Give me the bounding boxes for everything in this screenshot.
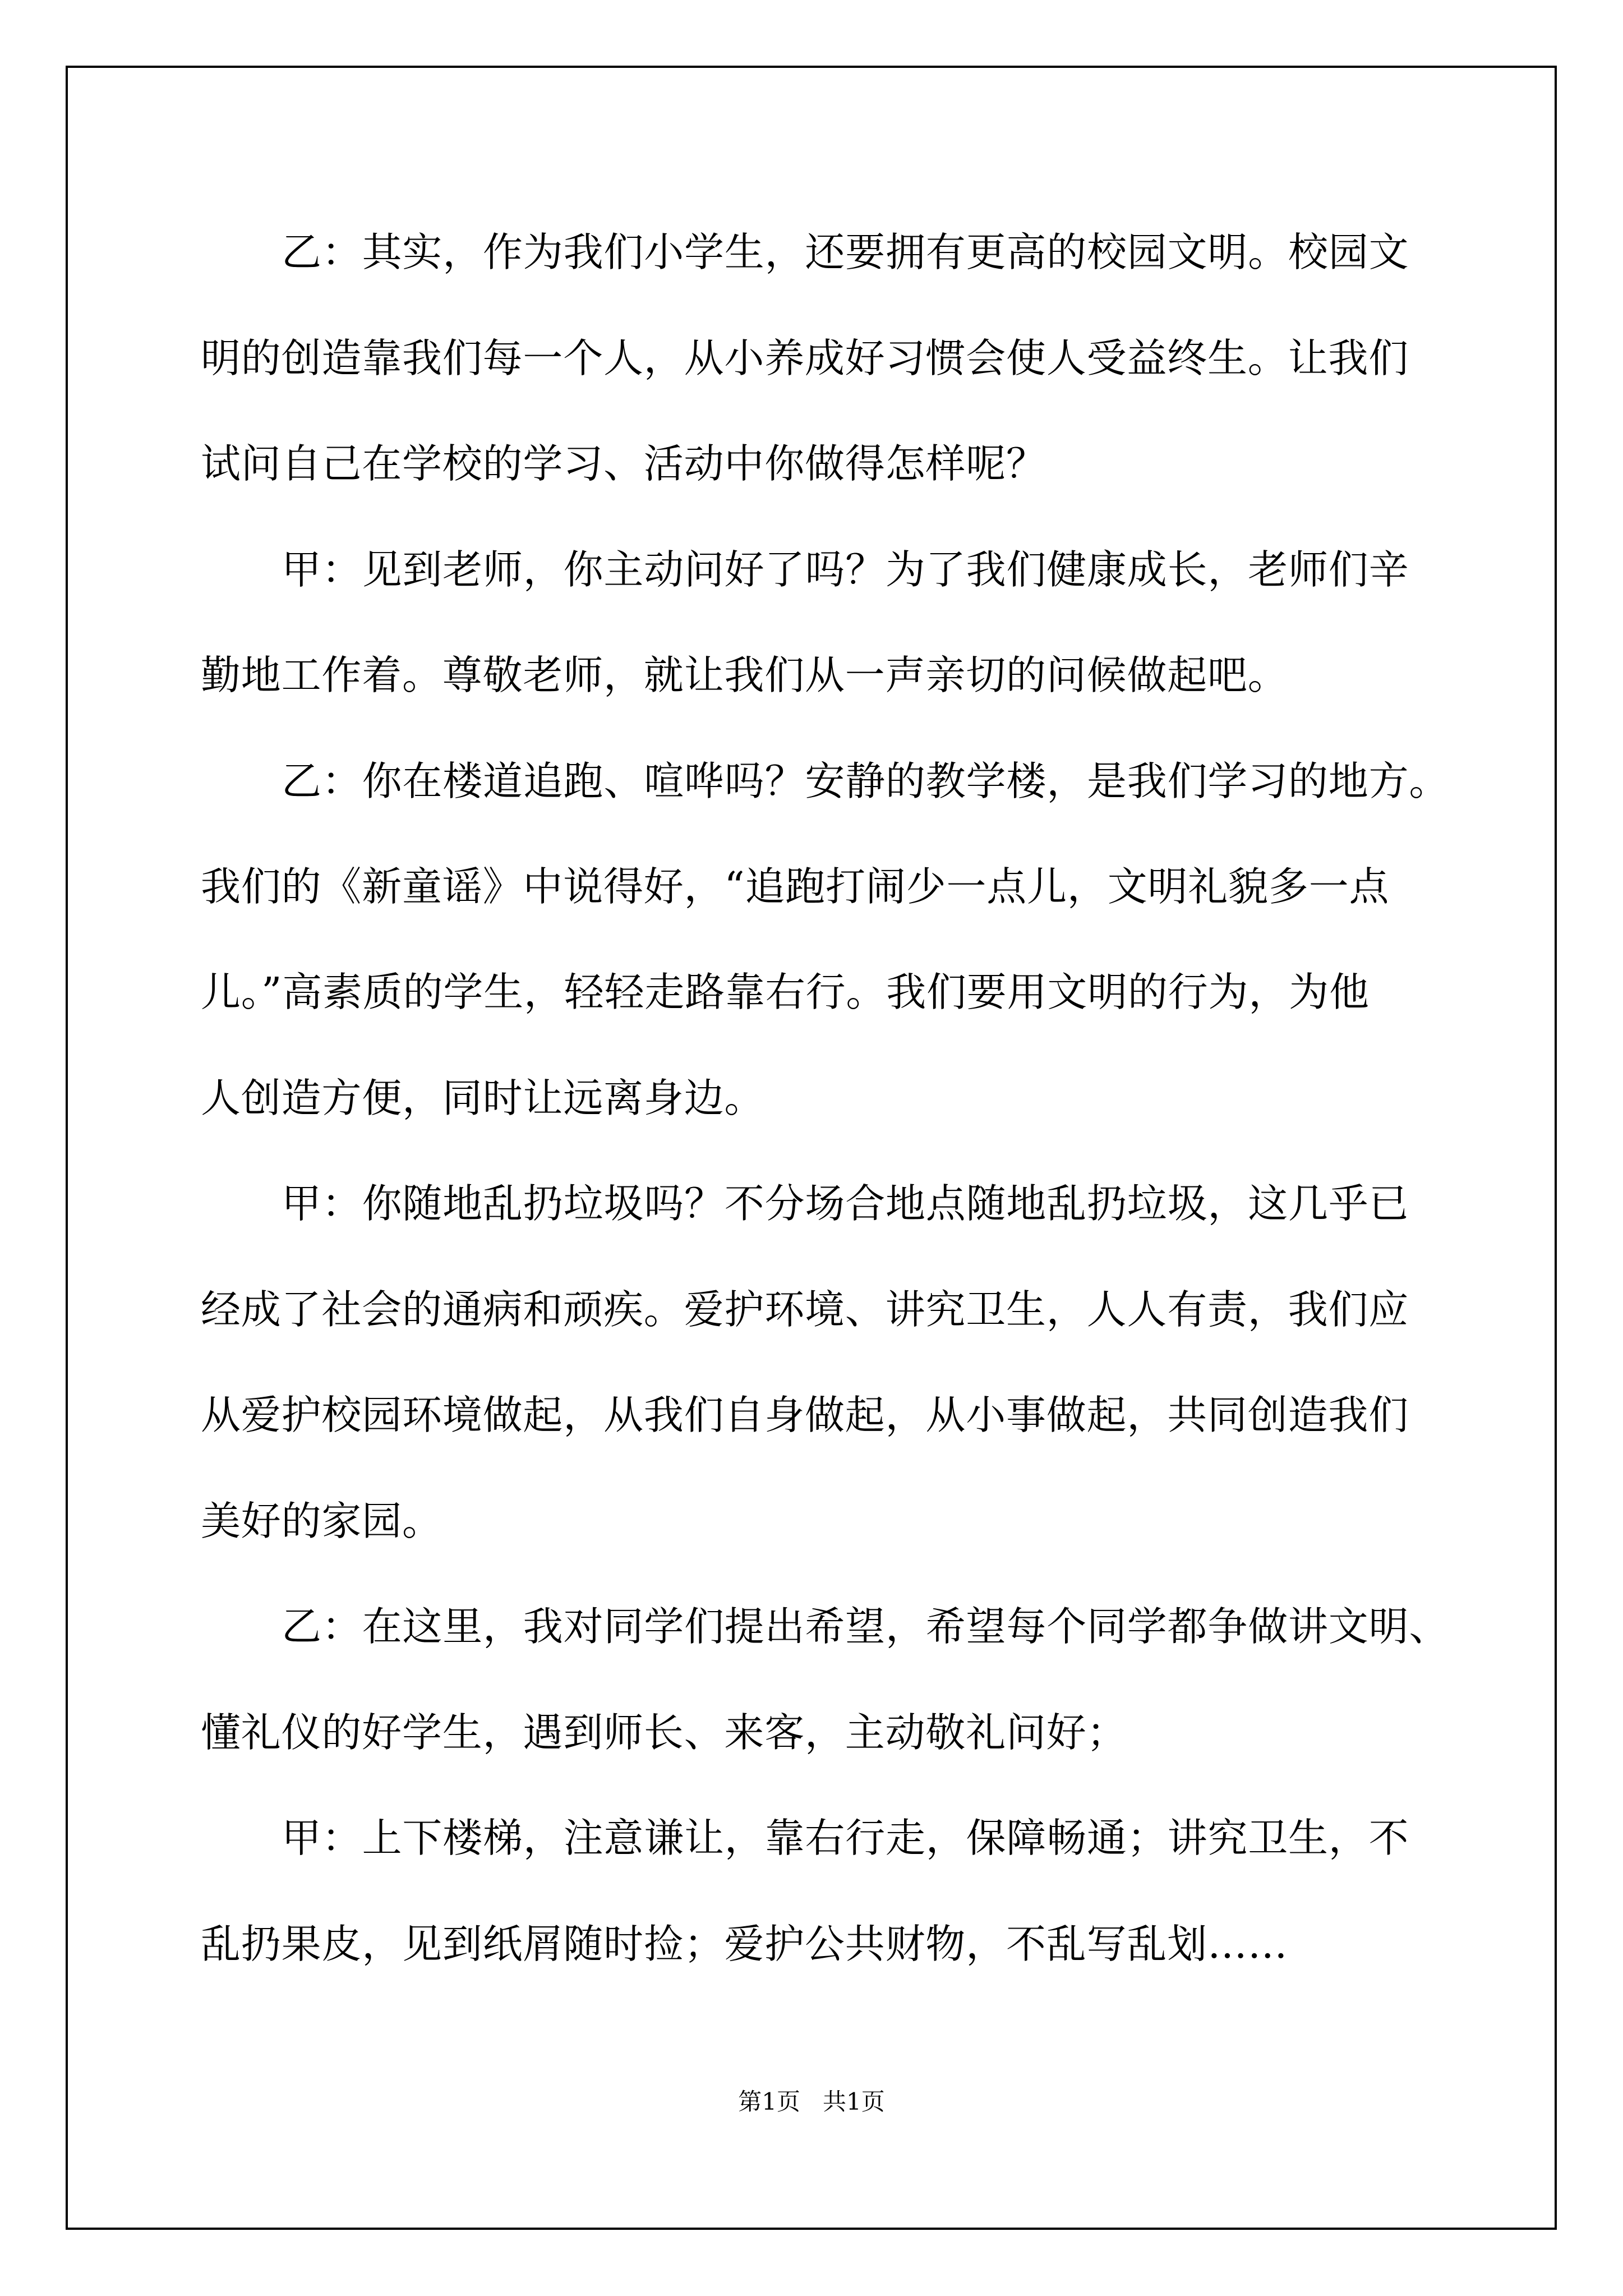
paragraph-4-line-4: 美好的家园。 (201, 1498, 442, 1544)
paragraph-1-line-2: 明的创造靠我们每一个人，从小养成好习惯会使人受益终生。让我们 (201, 335, 1409, 381)
paragraph-3-line-3: 儿。”高素质的学生，轻轻走路靠右行。我们要用文明的行为，为他 (201, 969, 1370, 1015)
paragraph-5-line-1: 乙：在这里，我对同学们提出希望，希望每个同学都争做讲文明、 (282, 1603, 1450, 1650)
paragraph-3-line-1: 乙：你在楼道追跑、喧哗吗？安静的教学楼，是我们学习的地方。 (282, 758, 1450, 804)
paragraph-5-line-2: 懂礼仪的好学生，遇到师长、来客，主动敬礼问好； (201, 1709, 1127, 1756)
paragraph-6-line-2: 乱扔果皮，见到纸屑随时捡；爱护公共财物，不乱写乱划…… (201, 1921, 1288, 1967)
paragraph-1-line-1: 乙：其实，作为我们小学生，还要拥有更高的校园文明。校园文 (282, 229, 1409, 275)
page-number-footer: 第1页 共1页 (738, 2088, 885, 2115)
paragraph-3-line-2: 我们的《新童谣》中说得好，“追跑打闹少一点儿，文明礼貌多一点 (201, 863, 1390, 910)
page-border (66, 66, 1557, 2230)
paragraph-1-line-3: 试问自己在学校的学习、活动中你做得怎样呢？ (201, 440, 1046, 487)
paragraph-6-line-1: 甲：上下楼梯，注意谦让，靠右行走，保障畅通；讲究卫生，不 (282, 1815, 1409, 1861)
paragraph-2-line-1: 甲：见到老师，你主动问好了吗？为了我们健康成长，老师们辛 (282, 546, 1409, 593)
paragraph-4-line-1: 甲：你随地乱扔垃圾吗？不分场合地点随地乱扔垃圾，这几乎已 (282, 1180, 1409, 1227)
paragraph-2-line-2: 勤地工作着。尊敬老师，就让我们从一声亲切的问候做起吧。 (201, 652, 1288, 698)
paragraph-4-line-2: 经成了社会的通病和顽疾。爱护环境、讲究卫生，人人有责，我们应 (201, 1286, 1409, 1333)
paragraph-3-line-4: 人创造方便，同时让远离身边。 (201, 1075, 765, 1121)
paragraph-4-line-3: 从爱护校园环境做起，从我们自身做起，从小事做起，共同创造我们 (201, 1392, 1409, 1438)
